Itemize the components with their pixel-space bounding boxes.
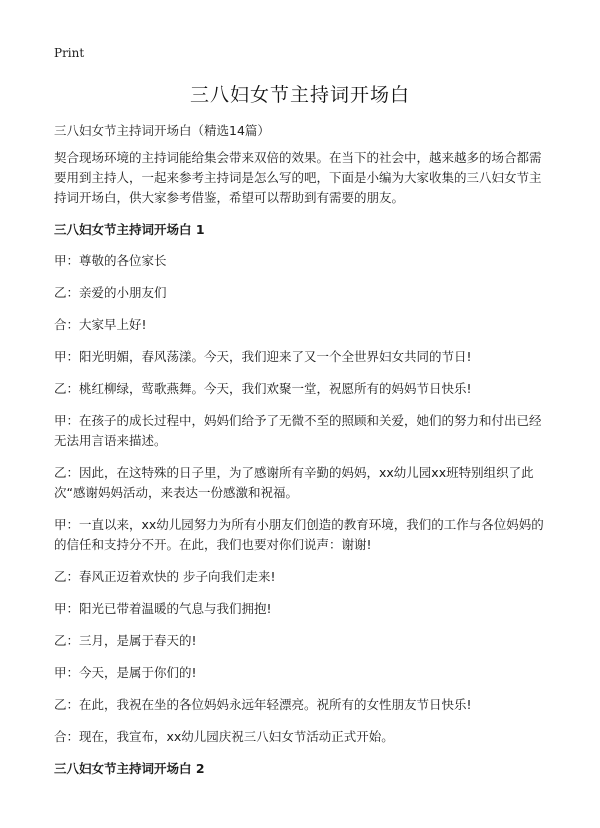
dialogue-line: 乙：桃红柳绿，莺歌燕舞。今天，我们欢聚一堂，祝愿所有的妈妈节日快乐! [54, 381, 472, 396]
dialogue-line: 乙：春风正迈着欢快的 步子向我们走来! [54, 569, 276, 584]
dialogue-line: 乙：亲爱的小朋友们 [54, 285, 167, 300]
dialogue-line: 甲：在孩子的成长过程中，妈妈们给予了无微不至的照顾和关爱，她们的努力和付出已经无法用言语来描述。 [54, 413, 542, 448]
dialogue-line: 甲：阳光已带着温暖的气息与我们拥抱! [54, 601, 272, 616]
page-title: 三八妇女节主持词开场白 [189, 84, 410, 106]
dialogue-line: 甲：阳光明媚，春风荡漾。今天，我们迎来了又一个全世界妇女共同的节日! [54, 349, 472, 364]
dialogue-line: 乙：因此，在这特殊的日子里，为了感谢所有辛勤的妈妈，xx幼儿园xx班特别组织了此次“感谢妈妈活动，来表达一份感激和祝福。 [54, 465, 534, 500]
article-body [54, 148, 548, 790]
print-link[interactable]: Print [54, 46, 85, 60]
page-subtitle: 三八妇女节主持词开场白（精选14篇） [54, 123, 270, 138]
dialogue-line: 乙：三月，是属于春天的! [54, 633, 197, 648]
section-heading-1: 三八妇女节主持词开场白 1 [54, 222, 205, 237]
dialogue-line: 甲：尊敬的各位家长 [54, 253, 167, 268]
dialogue-line: 合：大家早上好! [54, 317, 147, 332]
dialogue-line: 合：现在，我宣布，xx幼儿园庆祝三八妇女节活动正式开始。 [54, 729, 394, 744]
intro-paragraph: 契合现场环境的主持词能给集会带来双倍的效果。在当下的社会中，越来越多的场合都需要用到主持人，一起来参考主持词是怎么写的吧，下面是小编为大家收集的三八妇女节主持词开场白，供大家参考借鉴，希望可以帮助到有需要的朋友。 [54, 150, 542, 205]
dialogue-line: 甲：一直以来，xx幼儿园努力为所有小朋友们创造的教育环境，我们的工作与各位妈妈的的信任和支持分不开。在此，我们也要对你们说声：谢谢! [54, 517, 544, 552]
section-heading-2: 三八妇女节主持词开场白 2 [54, 761, 205, 776]
dialogue-line: 甲：今天，是属于你们的! [54, 665, 197, 680]
dialogue-line: 乙：在此，我祝在坐的各位妈妈永远年轻漂亮。祝所有的女性朋友节日快乐! [54, 697, 472, 712]
